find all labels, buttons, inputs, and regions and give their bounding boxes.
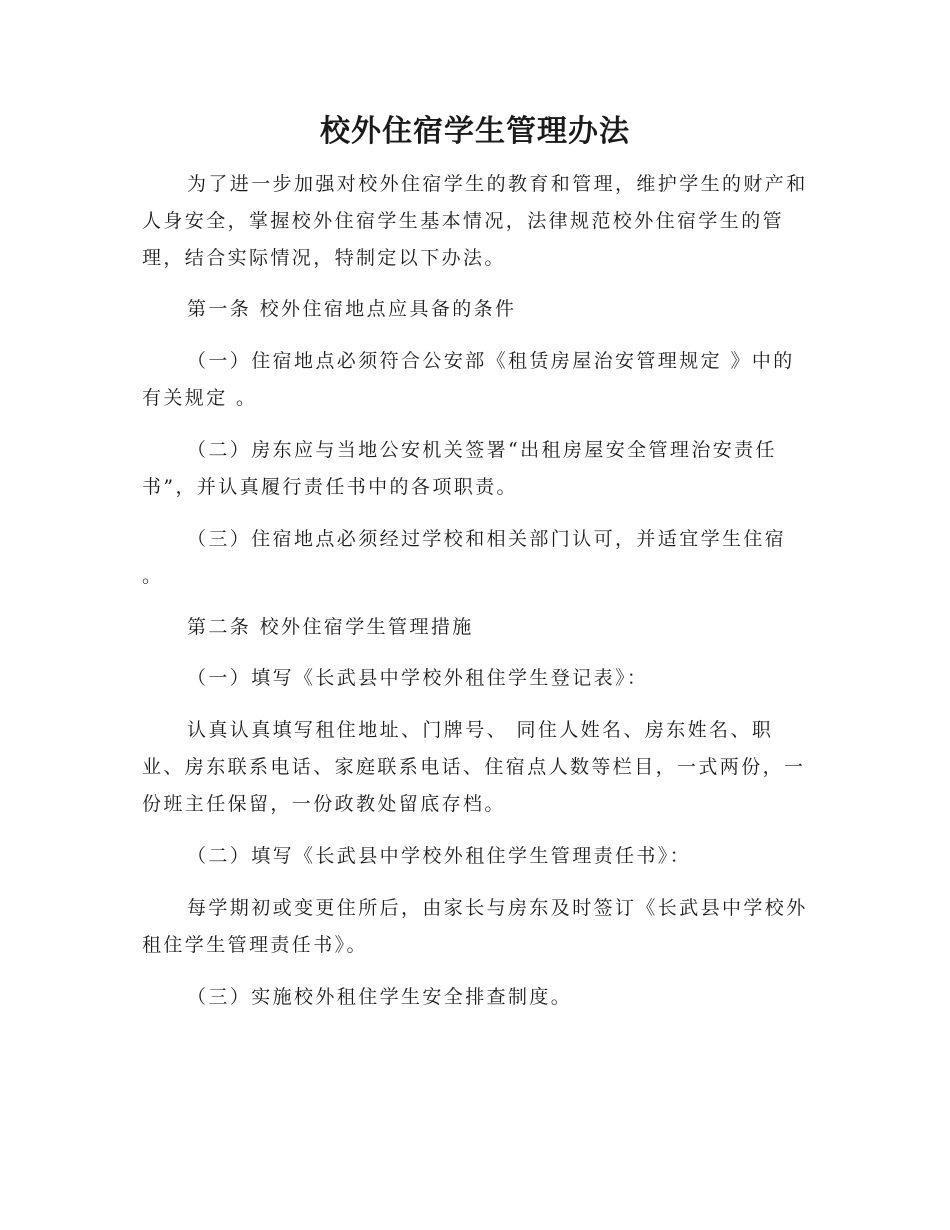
paragraph-article-1-item-3: （三）住宿地点必须经过学校和相关部门认可，并适宜学生住宿 。 [142,528,787,587]
document-body [142,166,812,1016]
paragraph-article-2-item-2: （二）填写《长武县中学校外租住学生管理责任书》： [187,845,692,867]
heading-article-1: 第一条 校外住宿地点应具备的条件 [187,298,517,320]
paragraph-article-2-item-3: （三）实施校外租住学生安全排查制度。 [187,986,573,1008]
paragraph-intro: 为了进一步加强对校外住宿学生的教育和管理，维护学生的财产和人身安全，掌握校外住宿学生基本情况，法律规范校外住宿学生的管理，结合实际情况，特制定以下办法。 [142,173,808,269]
paragraph-article-2-item-1: （一）填写《长武县中学校外租住学生登记表》： [187,667,649,689]
heading-article-2: 第二条 校外住宿学生管理措施 [187,616,474,638]
paragraph-article-2-item-1-detail: 认真认真填写租住地址、门牌号、 同住人姓名、房东姓名、职业、房东联系电话、家庭联系电话、住宿点人数等栏目，一式两份，一份班主任保留，一份政教处留底存档。 [142,719,806,815]
paragraph-article-2-item-2-detail: 每学期初或变更住所后，由家长与房东及时签订《长武县中学校外租住学生管理责任书》。 [142,897,808,956]
paragraph-article-1-item-2: （二）房东应与当地公安机关签署“出租房屋安全管理治安责任书”，并认真履行责任书中的各项职责。 [142,439,777,498]
document-title: 校外住宿学生管理办法 [320,114,630,149]
paragraph-article-1-item-1: （一）住宿地点必须符合公安部《租赁房屋治安管理规定 》中的有关规定 。 [142,350,795,409]
